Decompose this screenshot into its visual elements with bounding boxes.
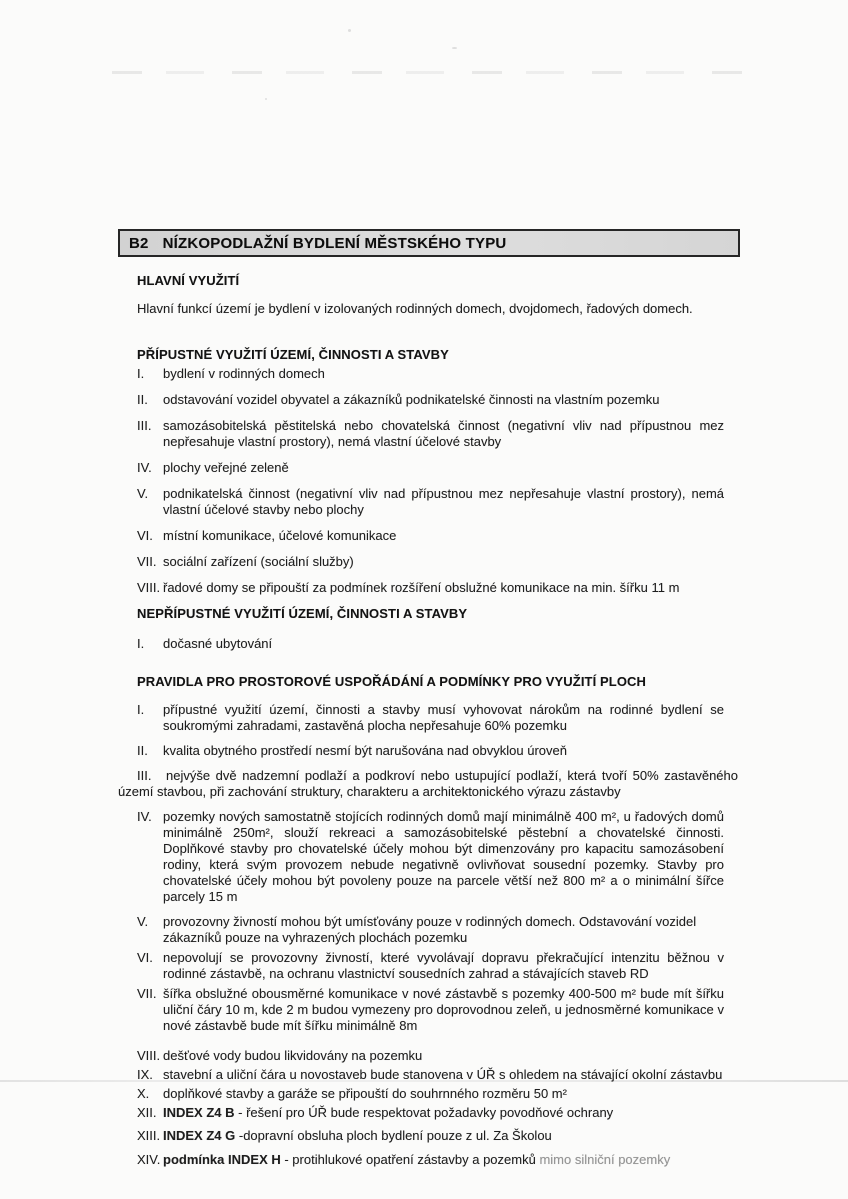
item-text-body: odstavování vozidel obyvatel a zákazníků podnikatelské činnosti na vlastním pozemku bbox=[163, 392, 660, 407]
item-text-body: dešťové vody budou likvidovány na pozemku bbox=[163, 1048, 423, 1063]
list-item bbox=[118, 366, 740, 382]
list-item bbox=[118, 950, 740, 982]
item-number: II. bbox=[137, 392, 148, 407]
item-faded-text: mimo silniční pozemky bbox=[539, 1152, 671, 1167]
item-text bbox=[163, 486, 740, 518]
item-text-body: pozemky nových samostatně stojících rodinných domů mají minimálně 400 m², u řadových domů minimálně 250m², slouží rekreaci a samozásobitelské pěstební a chovatelské činnosti. Doplňkové stavby pro chovatelské účely mohou být dimenzovány pro kapacitu samozásobení rodiny, která svým provozem nebude negativně ovlivňovat sousední pozemky. Stavby pro chovatelské účely mohou být povoleny pouze na parcele větší než 800 m² a o minimální šířce parcely 15 m bbox=[163, 809, 724, 904]
item-number: II. bbox=[137, 743, 148, 758]
list-item bbox=[118, 392, 740, 408]
item-text-body: řadové domy se připouští za podmínek rozšíření obslužné komunikace na min. šířku 11 m bbox=[163, 580, 680, 595]
item-text-body: podnikatelská činnost (negativní vliv nad přípustnou mez nepřesahuje vlastní prostory), nemá vlastní účelové stavby nebo plochy bbox=[163, 486, 724, 517]
item-number: XII. bbox=[137, 1105, 157, 1120]
item-text-body: bydlení v rodinných domech bbox=[163, 366, 325, 381]
item-number: V. bbox=[137, 914, 149, 929]
heading-spatial-rules: PRAVIDLA PRO PROSTOROVÉ USPOŘÁDÁNÍ A PODMÍNKY PRO VYUŽITÍ PLOCH bbox=[137, 674, 647, 689]
item-number: VI. bbox=[137, 528, 153, 543]
item-text bbox=[163, 743, 740, 759]
list-item bbox=[118, 460, 740, 476]
item-text bbox=[118, 768, 738, 799]
heading-main-use: HLAVNÍ VYUŽITÍ bbox=[137, 273, 240, 288]
item-number: XIII. bbox=[137, 1128, 161, 1143]
item-text-body: - protihlukové opatření zástavby a pozemků bbox=[280, 1152, 540, 1167]
scan-artifact-speck bbox=[348, 29, 351, 32]
list-item bbox=[118, 702, 740, 734]
permitted-use-list bbox=[118, 366, 740, 596]
item-text-body: nejvýše dvě nadzemní podlaží a podkroví nebo ustupující podlaží, která tvoří 50% zastavěného území stavbou, při zachování struktury, charakteru a architektonického výrazu zástavby bbox=[118, 768, 738, 799]
item-number: I. bbox=[137, 366, 145, 381]
item-number: VIII. bbox=[137, 580, 161, 595]
scan-artifact-speck bbox=[452, 47, 457, 49]
item-text-body: plochy veřejné zeleně bbox=[163, 460, 289, 475]
heading-permitted-use: PŘÍPUSTNÉ VYUŽITÍ ÚZEMÍ, ČINNOSTI A STAVBY bbox=[137, 347, 449, 362]
item-text-body: dočasné ubytování bbox=[163, 636, 273, 651]
item-text-body: samozásobitelská pěstitelská nebo chovatelská činnost (negativní vliv nad přípustnou mez nepřesahuje vlastní prostory), nemá vlastní účelové stavby bbox=[163, 418, 724, 449]
item-number: V. bbox=[137, 486, 149, 501]
list-item bbox=[118, 486, 740, 518]
scan-artifact-speck bbox=[265, 98, 267, 100]
item-number: IV. bbox=[137, 809, 152, 824]
item-text bbox=[163, 914, 740, 946]
item-number: IX. bbox=[137, 1067, 153, 1082]
item-number: III. bbox=[137, 418, 152, 433]
item-number: VI. bbox=[137, 950, 153, 965]
scan-artifact-dashed-line bbox=[112, 71, 760, 74]
item-text-body: sociální zařízení (sociální služby) bbox=[163, 554, 354, 569]
not-permitted-use-list bbox=[118, 636, 740, 652]
item-text-body: nepovolují se provozovny živností, které vyvolávají dopravu překračující intenzitu běžnou v rodinné zástavbě, na ochranu vlastnictví sousedních zahrad a stávajících staveb RD bbox=[163, 950, 724, 981]
section-title-box bbox=[118, 229, 740, 257]
list-item bbox=[118, 768, 740, 800]
item-text bbox=[163, 950, 740, 982]
item-number: III. bbox=[137, 768, 152, 783]
item-text-body: místní komunikace, účelové komunikace bbox=[163, 528, 397, 543]
item-text bbox=[163, 1105, 740, 1121]
list-item bbox=[118, 1067, 740, 1083]
item-text bbox=[163, 580, 740, 596]
item-number: I. bbox=[137, 636, 145, 651]
item-bold-label: INDEX Z4 G bbox=[163, 1128, 236, 1143]
item-text bbox=[163, 1128, 740, 1144]
spatial-rules-list bbox=[118, 702, 740, 1168]
item-text bbox=[163, 1067, 740, 1083]
item-text bbox=[163, 366, 740, 382]
item-text bbox=[163, 1086, 740, 1102]
list-item bbox=[118, 1086, 740, 1102]
item-text bbox=[163, 528, 740, 544]
list-item bbox=[118, 986, 740, 1034]
list-item bbox=[118, 636, 740, 652]
list-item bbox=[118, 528, 740, 544]
item-text bbox=[163, 702, 740, 734]
list-item bbox=[118, 1128, 740, 1144]
item-text-body: přípustné využití území, činnosti a stavby musí vyhovovat nárokům na rodinné bydlení se soukromými zahradami, zastavěná plocha nepřesahuje 60% pozemku bbox=[163, 702, 724, 733]
item-bold-label: podmínka INDEX H bbox=[163, 1152, 281, 1167]
list-item bbox=[118, 743, 740, 759]
item-text bbox=[163, 986, 740, 1034]
list-item bbox=[118, 809, 740, 905]
list-item bbox=[118, 418, 740, 450]
item-bold-label: INDEX Z4 B bbox=[163, 1105, 235, 1120]
item-text-body: -dopravní obsluha ploch bydlení pouze z ul. Za Školou bbox=[235, 1128, 552, 1143]
list-item bbox=[118, 1048, 740, 1064]
list-item bbox=[118, 554, 740, 570]
document-content bbox=[118, 229, 740, 1177]
list-item bbox=[118, 1152, 740, 1168]
list-item bbox=[118, 1105, 740, 1121]
item-text bbox=[163, 460, 740, 476]
list-item bbox=[118, 914, 740, 946]
item-text-body: - řešení pro ÚŘ bude respektovat požadavky povodňové ochrany bbox=[234, 1105, 614, 1120]
item-number: VIII. bbox=[137, 1048, 161, 1063]
item-number: X. bbox=[137, 1086, 150, 1101]
item-number: VII. bbox=[137, 554, 157, 569]
item-text bbox=[163, 1152, 740, 1168]
item-text-body: provozovny živností mohou být umísťovány pouze v rodinných domech. Odstavování vozidel zákazníků pouze na vyhrazených plochách pozemku bbox=[163, 914, 697, 945]
item-text-body: stavební a uliční čára u novostaveb bude stanovena v ÚŘ s ohledem na stávající okolní zástavbu bbox=[163, 1067, 723, 1082]
item-text bbox=[163, 418, 740, 450]
heading-not-permitted-use: NEPŘÍPUSTNÉ VYUŽITÍ ÚZEMÍ, ČINNOSTI A STAVBY bbox=[137, 606, 468, 621]
item-number: VII. bbox=[137, 986, 157, 1001]
item-number: I. bbox=[137, 702, 145, 717]
item-text-body: kvalita obytného prostředí nesmí být narušována nad obvyklou úroveň bbox=[163, 743, 567, 758]
item-number: IV. bbox=[137, 460, 152, 475]
section-title: NÍZKOPODLAŽNÍ BYDLENÍ MĚSTSKÉHO TYPU bbox=[162, 234, 507, 252]
item-text bbox=[163, 1048, 740, 1064]
main-use-paragraph: Hlavní funkcí území je bydlení v izolovaných rodinných domech, dvojdomech, řadových domech. bbox=[137, 301, 693, 316]
item-text bbox=[163, 636, 740, 652]
item-number: XIV. bbox=[137, 1152, 161, 1167]
section-code: B2 bbox=[129, 234, 149, 252]
item-text-body: doplňkové stavby a garáže se připouští do souhrnného rozměru 50 m² bbox=[163, 1086, 567, 1101]
item-text bbox=[163, 554, 740, 570]
item-text-body: šířka obslužné obousměrné komunikace v nové zástavbě s pozemky 400-500 m² bude mít šířku uliční čáry 10 m, kde 2 m budou vymezeny pro doprovodnou zeleň, u jednosměrné komunikace v nové zástavbě bude mít šířku minimálně 8m bbox=[163, 986, 724, 1033]
item-text bbox=[163, 392, 740, 408]
list-item bbox=[118, 580, 740, 596]
item-text bbox=[163, 809, 740, 905]
